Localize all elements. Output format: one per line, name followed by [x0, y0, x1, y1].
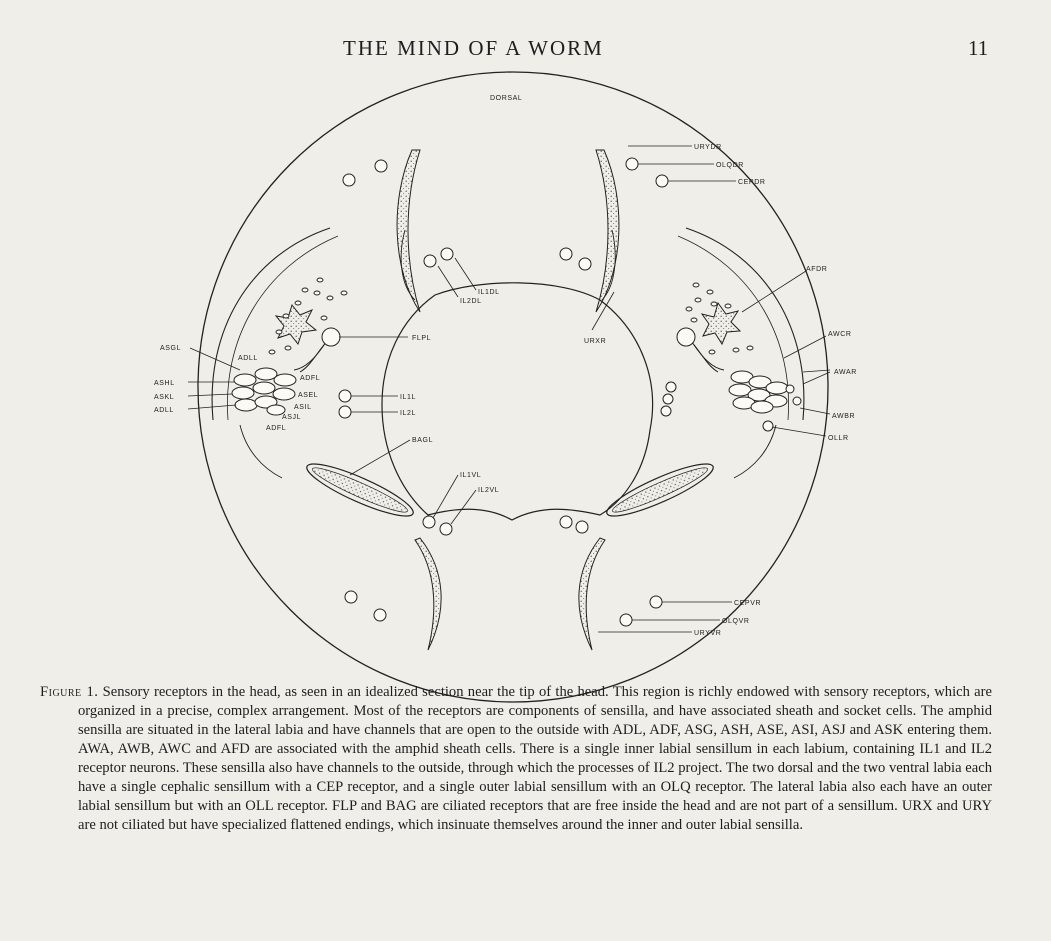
label-cepvr: CEPVR	[734, 600, 762, 607]
label-askl: ASKL	[154, 394, 175, 401]
page-number: 11	[968, 36, 989, 60]
label-il1l: IL1L	[400, 394, 417, 401]
left-amphid-cluster	[232, 368, 296, 415]
label-olqvr: OLQVR	[722, 618, 750, 625]
label-il1vl: IL1VL	[460, 472, 482, 479]
label-il2dl: IL2DL	[460, 298, 482, 305]
label-cepdr: CEPDR	[738, 179, 766, 186]
bag-endings	[302, 455, 718, 524]
ciliated-processes	[294, 338, 724, 372]
label-adll-outer: ADLL	[154, 407, 174, 414]
label-ashl: ASHL	[154, 380, 175, 387]
ventral-endings	[415, 538, 605, 650]
label-adfl-lower: ADFL	[266, 425, 287, 432]
label-ollr: OLLR	[828, 435, 849, 442]
pharynx-outline	[382, 283, 653, 520]
label-asel: ASEL	[298, 392, 319, 399]
label-adfl-upper: ADFL	[300, 375, 321, 382]
label-bagl: BAGL	[412, 437, 434, 444]
figure-label: Figure 1.	[40, 684, 99, 700]
label-dorsal: DORSAL	[490, 95, 523, 102]
running-title: THE MIND OF A WORM	[343, 36, 604, 60]
label-olqdr: OLQDR	[716, 162, 744, 169]
label-afdr: AFDR	[806, 266, 828, 273]
label-il1dl: IL1DL	[478, 289, 500, 296]
right-amphid-cluster	[729, 371, 788, 413]
label-urydr: URYDR	[694, 144, 722, 151]
label-asil: ASIL	[294, 404, 312, 411]
label-awar: AWAR	[834, 369, 857, 376]
label-il2vl: IL2VL	[478, 487, 500, 494]
label-uryvr: URYVR	[694, 630, 722, 637]
caption-text: Sensory receptors in the head, as seen in an idealized section near the tip of the head. This region is richly endowed with sensory receptors, which are organized in a precise, complex arrangement. Most of the receptors are components of sensilla, and have associated sheath and socket cells. The amphid sensilla are situated in the lateral labia and have channels that are open to the outside with ADL, ADF, ASG, ASH, ASE, ASI, ASJ and ASK entering them. AWA, AWB, AWC and AFD are associated with the amphid sheath cells. There is a single inner labial sensillum in each labium, containing IL1 and IL2 receptor neurons. These sensilla also have channels to the outside, through which the processes of IL2 project. The two dorsal and the two ventral labia each have a single cephalic sensillum with a CEP receptor, and a single outer labial sensillum with an OLQ receptor. The lateral labia also each have an outer labial sensillum but with an OLL receptor. FLP and BAG are ciliated receptors that are free inside the head and are not part of a sensillum. URX and URY are not ciliated but have specialized flattened endings, which insinuate themselves around the inner and outer labial sensilla.	[78, 684, 992, 833]
label-urxr: URXR	[584, 338, 607, 345]
label-asjl: ASJL	[282, 414, 302, 421]
afd-endings	[276, 303, 740, 344]
label-awcr: AWCR	[828, 331, 852, 338]
figure-caption	[40, 683, 992, 835]
label-flpl: FLPL	[412, 335, 432, 342]
label-il2l: IL2L	[400, 410, 417, 417]
ury-endings	[397, 150, 619, 312]
label-awbr: AWBR	[832, 413, 856, 420]
label-asgl: ASGL	[160, 345, 182, 352]
label-adll-inner: ADLL	[238, 355, 258, 362]
